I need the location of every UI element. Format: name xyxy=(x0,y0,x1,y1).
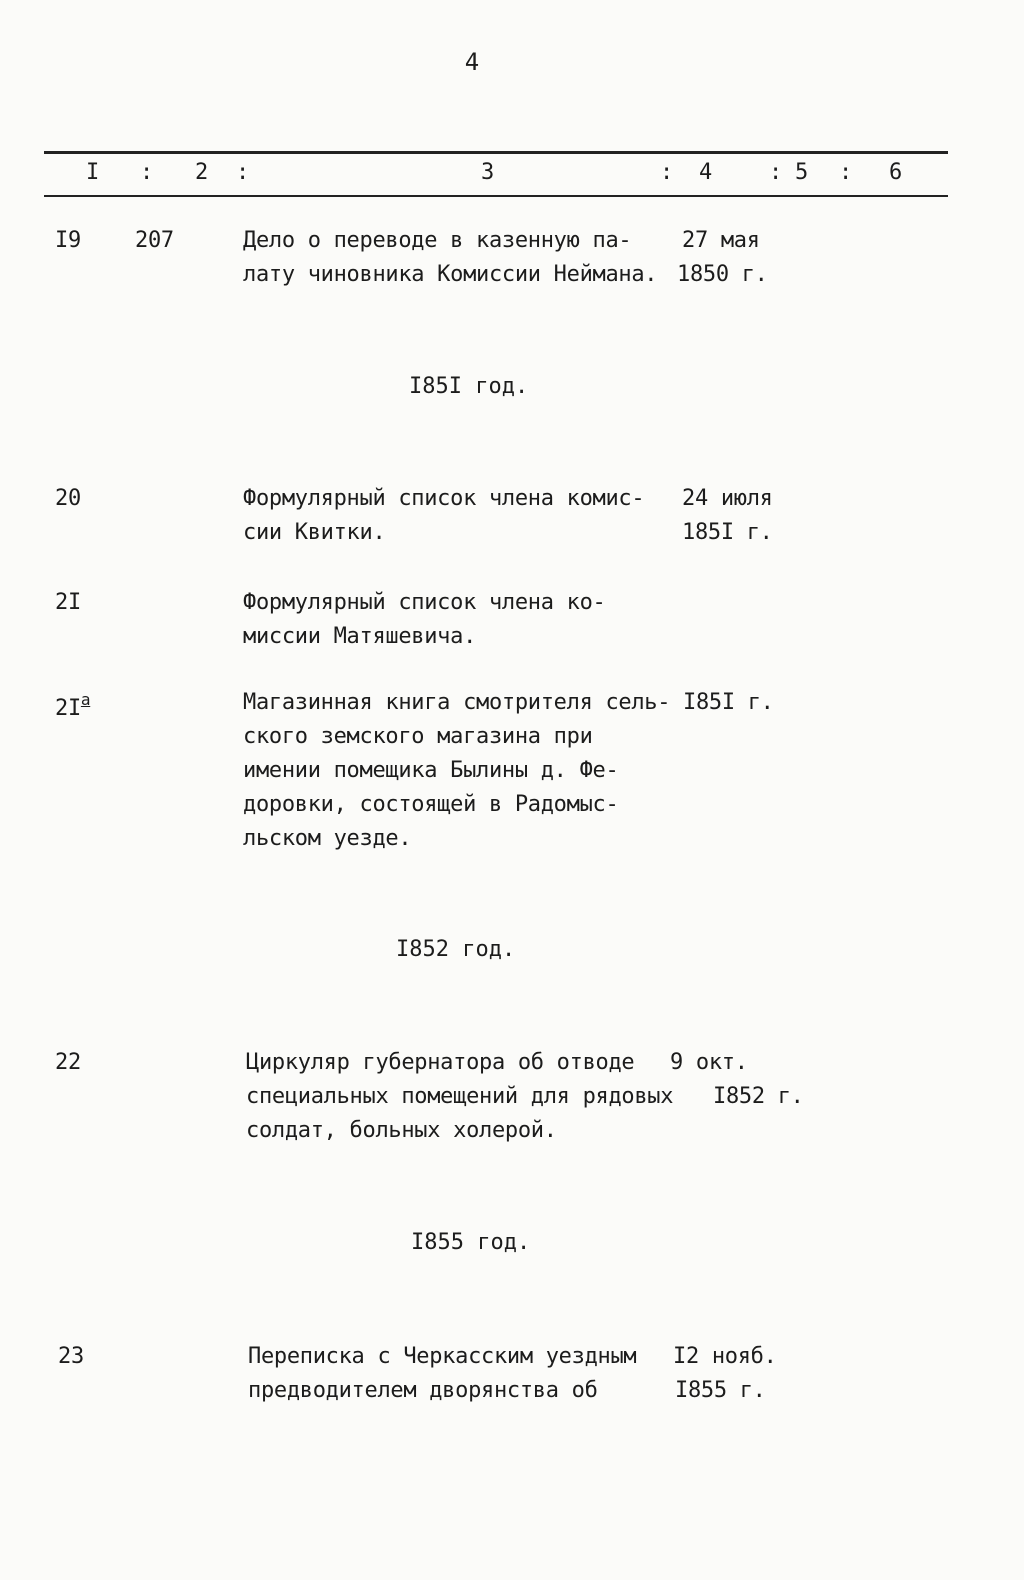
entry-description-line: лату чиновника Комиссии Неймана. xyxy=(243,262,658,287)
header-sep-3: : xyxy=(660,160,674,185)
entry-description-line: Переписка с Черкасским уездным xyxy=(248,1344,637,1369)
year-heading: I852 год. xyxy=(396,937,516,962)
entry-number: 22 xyxy=(55,1050,81,1075)
header-col-4: 4 xyxy=(699,160,713,185)
page-number: 4 xyxy=(464,48,480,76)
entry-description-line: солдат, больных холерой. xyxy=(246,1118,557,1143)
entry-date-line: 1850 г. xyxy=(677,262,768,287)
header-col-1: I xyxy=(86,160,100,185)
year-heading: I85I год. xyxy=(409,374,529,399)
entry-description-line: Формулярный список члена ко- xyxy=(243,590,606,615)
entry-number-superscript: a xyxy=(80,690,91,709)
file-number: 207 xyxy=(135,228,174,253)
entry-description-line: льском уезде. xyxy=(243,826,412,851)
entry-description-line: специальных помещений для рядовых xyxy=(246,1084,674,1109)
entry-description-line: Дело о переводе в казенную па- xyxy=(243,228,632,253)
header-col-6: 6 xyxy=(889,160,903,185)
entry-description-line: Магазинная книга смотрителя сель- xyxy=(243,690,671,715)
entry-number: I9 xyxy=(55,228,81,253)
entry-description-line: Циркуляр губернатора об отводе xyxy=(246,1050,635,1075)
entry-date-line: I852 г. xyxy=(713,1084,804,1109)
entry-date-line: I85I г. xyxy=(683,690,774,715)
entry-date-line: 27 мая xyxy=(682,228,760,253)
entry-description-line: Формулярный список члена комис- xyxy=(243,486,645,511)
header-sep-5: : xyxy=(839,160,853,185)
entry-date-line: I855 г. xyxy=(675,1378,766,1403)
entry-number xyxy=(55,690,90,721)
entry-description-line: предводителем дворянства об xyxy=(248,1378,598,1403)
header-sep-4: : xyxy=(769,160,783,185)
entry-description-line: ского земского магазина при xyxy=(243,724,593,749)
entry-description-line: имении помещика Былины д. Фе- xyxy=(243,758,619,783)
entry-date-line: I2 нояб. xyxy=(673,1344,777,1369)
entry-number-base: 2I xyxy=(55,696,81,721)
header-col-2: 2 xyxy=(195,160,209,185)
entry-description-line: доровки, состоящей в Радомыс- xyxy=(243,792,619,817)
year-heading: I855 год. xyxy=(411,1230,531,1255)
entry-date-line: 9 окт. xyxy=(670,1050,748,1075)
header-col-3: 3 xyxy=(481,160,495,185)
entry-description-line: миссии Матяшевича. xyxy=(243,624,477,649)
header-col-5: 5 xyxy=(795,160,809,185)
entry-date-line: 185I г. xyxy=(682,520,773,545)
entry-description-line: сии Квитки. xyxy=(243,520,386,545)
entry-date-line: 24 июля xyxy=(682,486,773,511)
entry-number: 23 xyxy=(58,1344,84,1369)
header-bottom-rule xyxy=(44,195,948,197)
header-sep-1: : xyxy=(140,160,154,185)
entry-number: 2I xyxy=(55,590,81,615)
header-sep-2: : xyxy=(236,160,250,185)
entry-number: 20 xyxy=(55,486,81,511)
header-top-rule xyxy=(44,151,948,154)
